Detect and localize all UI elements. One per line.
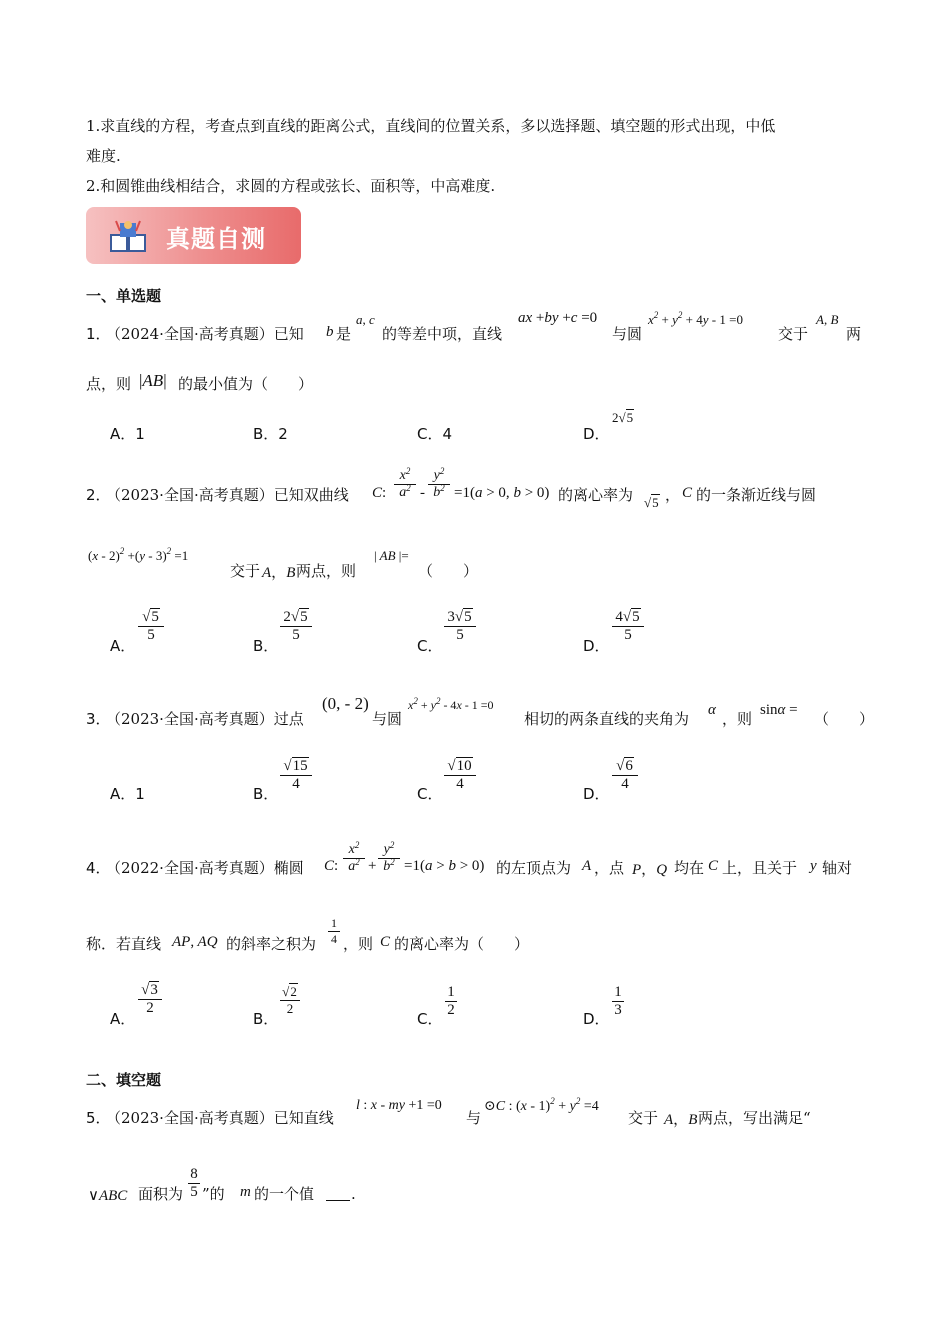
banner-title: 真题自测 (166, 225, 266, 253)
q4-text-7: 的斜率之积为 (226, 935, 317, 953)
section-banner (86, 207, 301, 264)
q5-circle-eq: ⊙C : $(x - 1)^2 + y^2 =4$ (484, 1096, 599, 1114)
q5-text-6: 的一个值 (254, 1185, 315, 1203)
q4-frac-one-quarter: 1 4 (328, 916, 340, 947)
q3-option-d[interactable]: D． (583, 785, 610, 803)
q1-var-ac: a, c (356, 312, 375, 327)
q4-option-c[interactable]: C． (417, 1010, 443, 1028)
q1-text-2: 的等差中项，直线 (382, 325, 503, 343)
q4-option-a[interactable]: A． (110, 1010, 136, 1028)
q4-option-b-value: √2 2 (280, 984, 300, 1017)
q1-number: 1． (86, 325, 111, 343)
q4-var-pq: P，Q (632, 862, 668, 878)
q3-point: (0, - 2) (322, 694, 369, 713)
intro-line-2: 2.和圆锥曲线相结合，求圆的方程或弦长、面积等，中高难度. (86, 177, 496, 195)
q5-text-2: 交于 (628, 1109, 659, 1127)
q4-ellipse-c: C: (324, 858, 339, 874)
q4-text-4: 上，且关于 (722, 859, 798, 877)
q2-hyperbola-c: C: (372, 485, 387, 501)
q4-condition: =1(a > b > 0) (404, 858, 485, 874)
q2-frac-x2a2: $x^2$ $a^2$ (394, 468, 416, 501)
q4-var-y: y (810, 858, 817, 874)
q1-option-a[interactable]: A．1 (110, 425, 145, 443)
q4-text-3: 均在 (674, 859, 705, 877)
q1-text-4: 交于 (778, 325, 809, 343)
q5-answer-blank[interactable] (326, 1186, 350, 1201)
q5-var-ab: A，B (664, 1112, 698, 1128)
q2-text-2: ， (665, 486, 681, 504)
q2-source: （2023·全国·高考真题）已知双曲线 (106, 486, 349, 504)
q1-text-7: 的最小值为（ ） (178, 375, 314, 393)
q3-text-2: 相切的两条直线的夹角为 (524, 710, 690, 728)
q4-var-a: A (582, 858, 592, 874)
q4-option-a-value: √3 2 (138, 982, 162, 1017)
q4-frac-y2b2: $y^2$ $b^2$ (378, 842, 400, 875)
q1-text-1: 是 (336, 325, 352, 343)
q2-option-a-value: √5 5 (138, 609, 164, 644)
q3-option-d-value: √6 4 (612, 758, 638, 793)
q4-plus: + (368, 858, 377, 874)
q1-option-b[interactable]: B．2 (253, 425, 288, 443)
q4-option-b[interactable]: B． (253, 1010, 279, 1028)
q1-line-eq: ax +by +c =0 (518, 310, 598, 326)
q4-source: （2022·全国·高考真题）椭圆 (106, 859, 304, 877)
q2-var-c: C (682, 485, 693, 501)
q3-circle-eq: $x^2 + y^2 - 4x - 1 =0$ (408, 696, 494, 712)
q3-option-b[interactable]: B． (253, 785, 279, 803)
q3-option-b-value: √15 4 (280, 758, 312, 793)
q2-text-1: 的离心率为 (558, 486, 634, 504)
q2-text-5: 两点，则 (296, 562, 357, 580)
q1-text-6: 点，则 (86, 375, 132, 393)
q4-text-6: 称．若直线 (86, 935, 162, 953)
q2-option-d[interactable]: D． (583, 637, 610, 655)
q2-abs-ab: | AB |= (374, 548, 409, 563)
q5-text-5: ”的 (202, 1185, 225, 1203)
q5-var-m: m (240, 1184, 251, 1200)
section-title-single-choice: 一、单选题 (86, 287, 162, 305)
q4-option-d-value: 1 3 (612, 984, 624, 1019)
q2-eccentricity: √5 (644, 495, 659, 510)
q4-option-c-value: 1 2 (445, 984, 457, 1019)
q3-option-a[interactable]: A．1 (110, 785, 145, 803)
q2-text-4: 交于 (230, 562, 261, 580)
q2-text-6: （ ） (418, 562, 479, 580)
q1-option-d[interactable]: D． (583, 425, 610, 443)
q3-option-c-value: √10 4 (444, 758, 476, 793)
q2-option-b[interactable]: B． (253, 637, 279, 655)
book-reading-icon (108, 217, 150, 255)
q4-var-c-2: C (380, 934, 391, 950)
q3-option-c[interactable]: C． (417, 785, 443, 803)
q3-text-4: （ ） (814, 710, 875, 728)
q5-triangle-abc: ∨ABC (88, 1188, 128, 1204)
q2-option-d-value: 4√5 5 (612, 609, 644, 644)
intro-line-1: 1.求直线的方程，考查点到直线的距离公式，直线间的位置关系，多以选择题、填空题的形式出现，中低 (86, 117, 776, 135)
q4-text-8: ，则 (343, 935, 374, 953)
q4-text-9: 的离心率为（ ） (394, 935, 530, 953)
q3-alpha: α (708, 702, 716, 718)
q5-text-7: . (351, 1185, 356, 1203)
q5-source: （2023·全国·高考真题）已知直线 (106, 1109, 334, 1127)
q4-number: 4． (86, 859, 111, 877)
q2-option-a[interactable]: A． (110, 637, 136, 655)
q1-circle-eq: $x^2 + y^2 + 4y - 1 =0$ (648, 310, 743, 327)
q5-text-1: 与 (466, 1109, 482, 1127)
q3-source: （2023·全国·高考真题）过点 (106, 710, 304, 728)
q4-lines-apaq: AP, AQ (172, 934, 218, 950)
q1-var-b: b (326, 324, 334, 340)
intro-line-1-cont: 难度. (86, 147, 121, 165)
q2-option-c[interactable]: C． (417, 637, 443, 655)
section-title-fill-in: 二、填空题 (86, 1071, 162, 1089)
q2-minus: - (420, 485, 425, 501)
q3-text-1: 与圆 (372, 710, 403, 728)
q4-text-2: ，点 (594, 859, 625, 877)
q2-option-c-value: 3√5 5 (444, 609, 476, 644)
q2-option-b-value: 2√5 5 (280, 609, 312, 644)
q2-frac-y2b2: $y^2$ $b^2$ (428, 468, 450, 501)
q3-sin-alpha: sinα = (760, 702, 798, 718)
q5-text-3: 两点，写出满足“ (698, 1109, 811, 1127)
q4-var-c: C (708, 858, 719, 874)
q3-number: 3． (86, 710, 111, 728)
q3-text-3: ，则 (722, 710, 753, 728)
q4-frac-x2a2: $x^2$ $a^2$ (343, 842, 365, 875)
q4-option-d[interactable]: D． (583, 1010, 610, 1028)
q2-number: 2． (86, 486, 111, 504)
q2-var-ab: A，B (262, 565, 296, 581)
q5-text-4: 面积为 (138, 1185, 184, 1203)
q1-text-5: 两 (846, 325, 862, 343)
q1-option-c[interactable]: C．4 (417, 425, 453, 443)
q1-var-ab: A, B (816, 312, 839, 327)
q5-line-eq: l : x - my +1 =0 (356, 1098, 442, 1113)
q2-text-3: 的一条渐近线与圆 (696, 486, 817, 504)
q4-text-1: 的左顶点为 (496, 859, 572, 877)
q5-number: 5． (86, 1109, 111, 1127)
q4-text-5: 轴对 (822, 859, 853, 877)
q2-circle-eq: (x - 2)$^2$ +(y - 3)$^2$ =1 (88, 546, 189, 563)
q5-frac-eight-fifths: 8 5 (188, 1166, 200, 1201)
q2-condition: =1(a > 0, b > 0) (454, 485, 550, 501)
q1-source: （2024·全国·高考真题）已知 (106, 325, 304, 343)
q1-option-d-value: 2√5 (612, 410, 634, 425)
q1-text-3: 与圆 (612, 325, 643, 343)
q1-abs-ab: |AB| (139, 371, 167, 390)
